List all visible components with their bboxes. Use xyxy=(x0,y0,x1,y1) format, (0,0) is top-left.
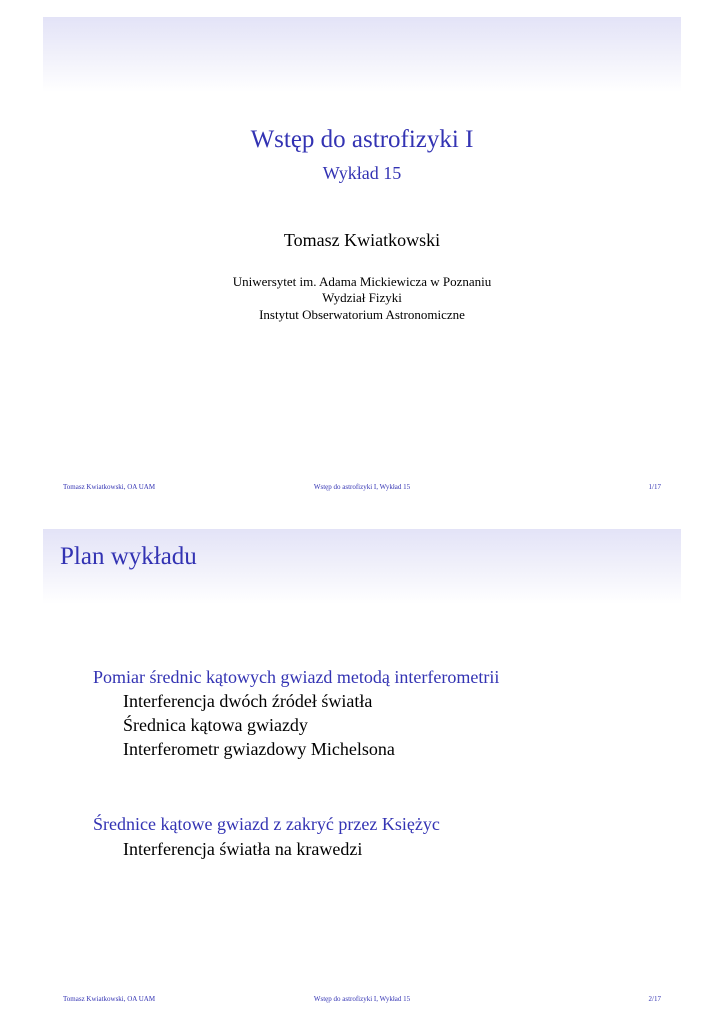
affiliation-faculty: Wydział Fizyki xyxy=(322,290,402,305)
outline-item: Interferencja światła na krawedzi xyxy=(123,839,363,859)
footer-title: Wstęp do astrofizyki I, Wykład 15 xyxy=(313,483,411,491)
footer-author: Tomasz Kwiatkowski, OA UAM xyxy=(63,483,156,491)
outline-section-heading: Średnice kątowe gwiazd z zakryć przez Księżyc xyxy=(93,814,440,834)
presentation-subtitle: Wykład 15 xyxy=(322,163,402,183)
footer-page-number: 1/17 xyxy=(648,483,661,491)
slide-title-page xyxy=(43,17,681,502)
frame-title: Plan wykładu xyxy=(60,543,197,570)
slide-footer xyxy=(43,995,681,1007)
slide-outline xyxy=(43,529,681,1014)
slide-footer xyxy=(43,483,681,495)
footer-page-number: 2/17 xyxy=(648,995,661,1003)
affiliation-university: Uniwersytet im. Adama Mickiewicza w Poznaniu xyxy=(232,274,492,289)
outline-item: Interferencja dwóch źródeł światła xyxy=(123,691,373,711)
footer-title: Wstęp do astrofizyki I, Wykład 15 xyxy=(313,995,411,1003)
outline-item: Średnica kątowa gwiazdy xyxy=(123,715,308,735)
affiliation-institute: Instytut Obserwatorium Astronomiczne xyxy=(259,307,465,322)
footer-author: Tomasz Kwiatkowski, OA UAM xyxy=(63,995,156,1003)
author-name: Tomasz Kwiatkowski xyxy=(283,230,441,250)
outline-section-heading: Pomiar średnic kątowych gwiazd metodą interferometrii xyxy=(93,667,500,687)
slide-header-band xyxy=(43,17,681,92)
presentation-title: Wstęp do astrofizyki I xyxy=(250,126,474,153)
outline-item: Interferometr gwiazdowy Michelsona xyxy=(123,739,395,759)
